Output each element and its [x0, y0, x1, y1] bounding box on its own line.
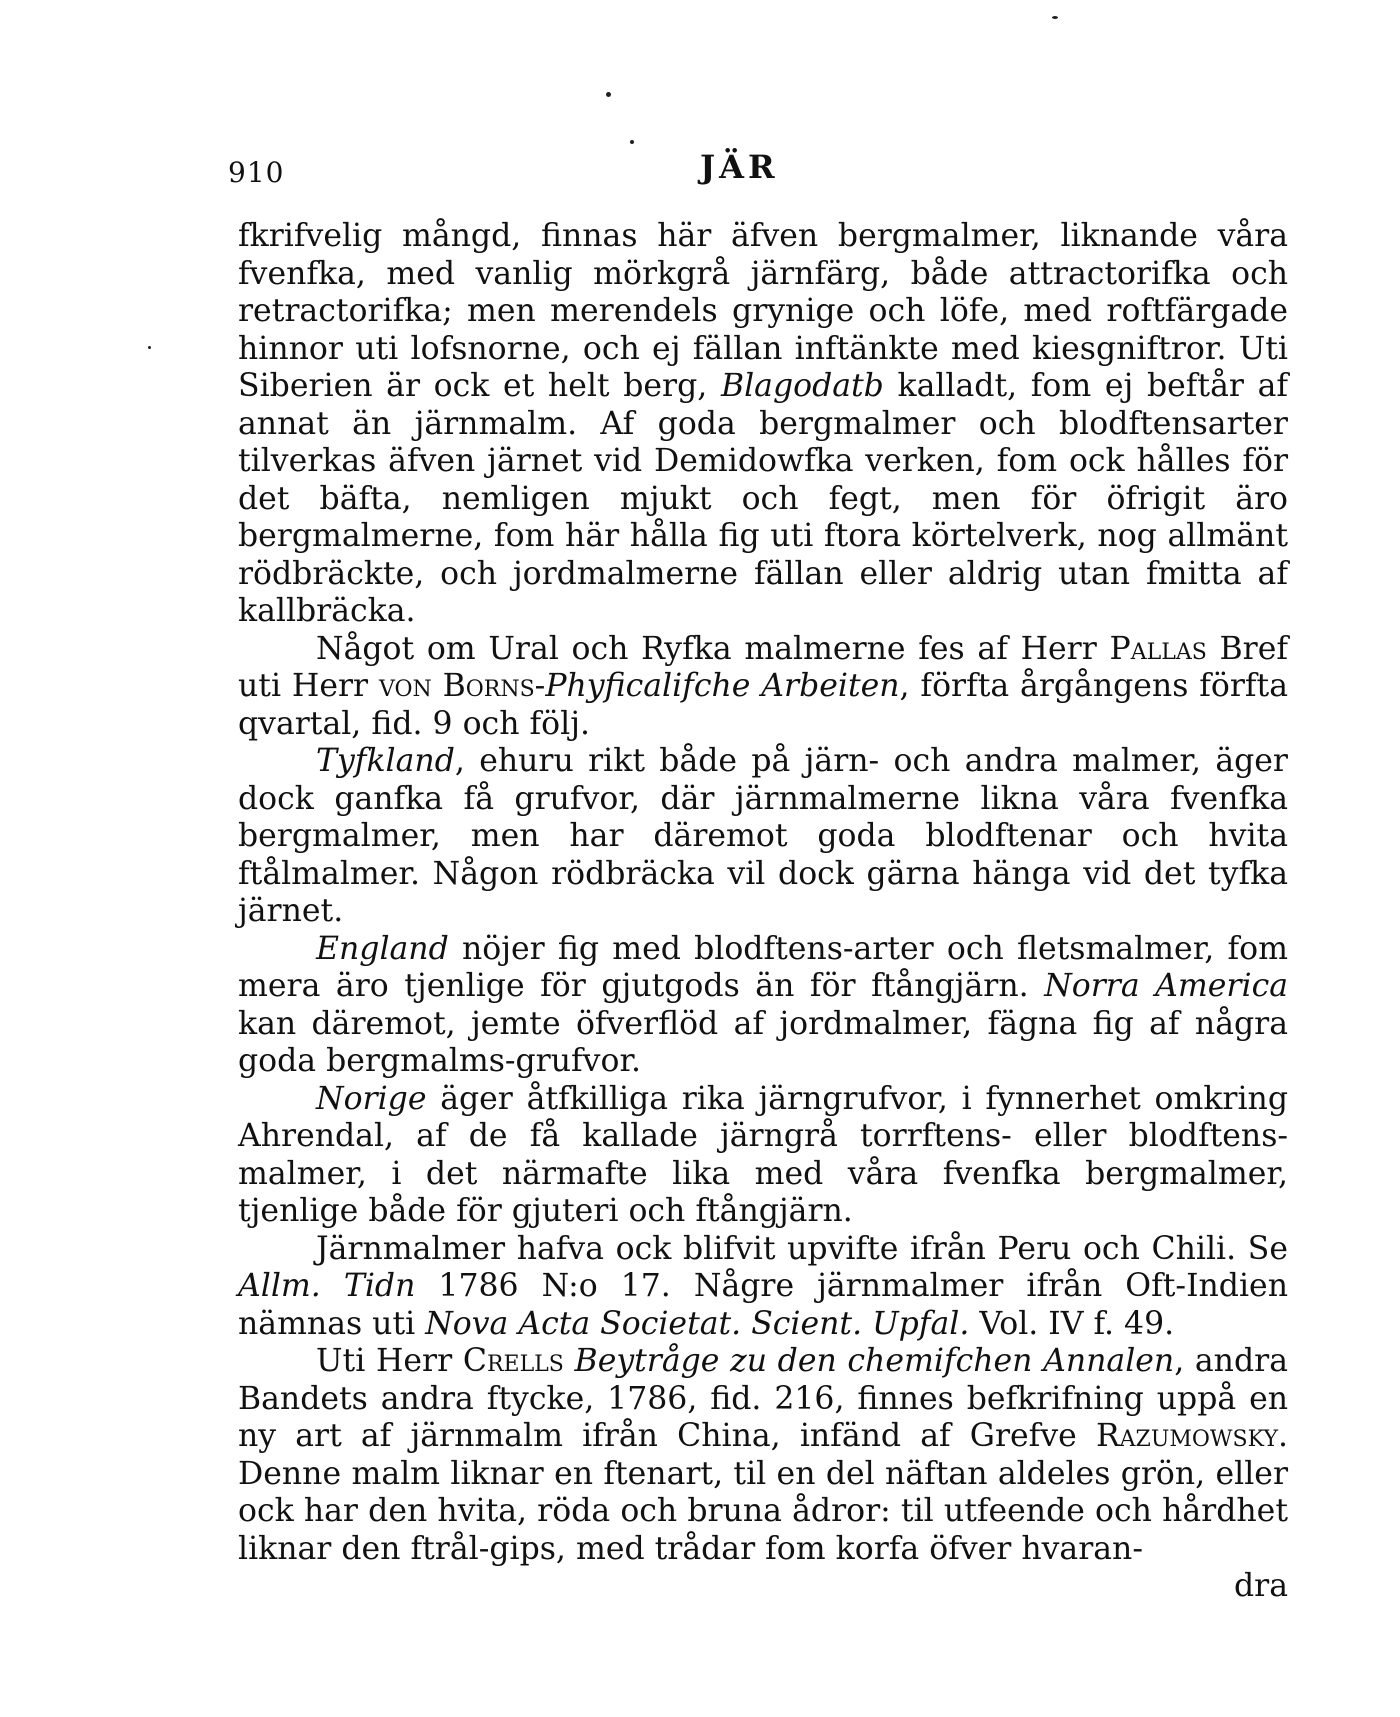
running-head: JÄR — [700, 148, 779, 186]
print-speck — [1052, 16, 1058, 19]
text-segment: Bref uti Herr — [238, 630, 1288, 704]
catchword: dra — [1233, 1568, 1288, 1604]
author-name-smallcaps: von Borns — [378, 668, 535, 704]
text-segment: , förfta årgångens förfta qvartal, fid. 9 och följ. — [238, 668, 1288, 742]
text-segment: , andra Bandets andra ftycke, 1786, fid. 216, finnes befkrifning uppå en ny art af järnmalm ifrån China, infänd af Grefve — [238, 1343, 1288, 1454]
text-segment: . Denne malm liknar en ftenart, til en del näftan aldeles grön, eller ock har den hvita, röda och bruna ådror: til utfeende och hårdhet liknar den ftrål-gips, med trådar fom korfa öfver hvaran- — [238, 1418, 1288, 1567]
author-name-smallcaps: Pallas — [1109, 630, 1207, 667]
place-name-italic: Blagodatb — [720, 368, 884, 404]
page-number: 910 — [228, 156, 285, 189]
text-segment: Vol. IV f. 49. — [969, 1305, 1175, 1342]
paragraph-3 — [238, 743, 1288, 931]
text-segment: - — [534, 668, 546, 704]
text-segment: kalladt, fom ej beftår af annat än järnmalm. Af goda bergmalmer och blodftensarter tilverkas äfven järnet vid Demidowfka verken, fom ock hålles för det bäfta, nemligen mjukt och fegt, men för öfrigit äro bergmalmerne, fom här hålla fig uti ftora körtelverk, nog allmänt rödbräckte, och jordmalmerne fällan eller aldrig utan fmitta af kallbräcka. — [238, 368, 1289, 629]
body-text — [238, 218, 1288, 1606]
text-segment: fkrifvelig mångd, finnas här äfven bergmalmer, liknande våra fvenfka, med vanlig mörkgrå järnfärg, både attractorifka och retractorifka; men merendels grynige och löfe, med roftfärgade hinnor uti lofsnorne, och ej fällan inftänkte med kiesgniftror. Uti Siberien är ock et helt berg, — [238, 218, 1288, 404]
text-segment: , ehuru rikt både på järn- och andra malmer, äger dock ganfka få grufvor, där järnmalmerne likna våra fvenfka bergmalmer, men har däremot goda blodftenar och hvita ftålmalmer. Någon rödbräcka vil dock gärna hänga vid det tyfka järnet. — [238, 743, 1288, 929]
journal-title-italic: Nova Acta Societat. Scient. Upfal. — [425, 1305, 970, 1342]
paragraph-4 — [238, 931, 1288, 1081]
person-name-smallcaps: Razumowsky — [1095, 1418, 1278, 1454]
country-name-italic: Norige — [316, 1080, 427, 1117]
print-speck — [606, 92, 611, 97]
text-segment: nöjer fig med blodftens-arter och fletsmalmer, fom mera äro tjenlige för gjutgods än för ftångjärn. — [238, 930, 1288, 1004]
country-name-italic: Tyfkland — [316, 743, 455, 779]
text-segment: Järnmalmer hafva ock blifvit upvifte ifrån Peru och Chili. Se — [316, 1230, 1288, 1267]
country-name-italic: England — [316, 930, 449, 967]
author-name-smallcaps: Crells — [462, 1343, 564, 1379]
journal-title-italic: Beytråge zu den chemifchen Annalen — [574, 1343, 1175, 1379]
print-speck — [630, 140, 634, 144]
paragraph-2 — [238, 631, 1288, 744]
text-segment: äger åtfkilliga rika järngrufvor, i fynnerhet omkring Ahrendal, af de få kallade järngrå torrftens- eller blodftens-malmer, i det närmafte lika med våra fvenfka bergmalmer, tjenlige både för gjuteri och ftångjärn. — [238, 1080, 1288, 1229]
journal-title-italic: Allm. Tidn — [238, 1268, 416, 1304]
text-segment: Uti Herr — [316, 1343, 463, 1379]
paragraph-5 — [238, 1081, 1288, 1231]
print-speck — [148, 346, 151, 349]
paragraph-6 — [238, 1231, 1288, 1344]
text-segment — [564, 1343, 575, 1379]
text-segment: kan däremot, jemte öfverflöd af jordmalmer, fägna fig af några goda bergmalms-grufvor. — [238, 1005, 1288, 1079]
text-segment: Något om Ural och Ryfka malmerne fes af Herr — [316, 630, 1110, 667]
paragraph-7 — [238, 1343, 1288, 1568]
paragraph-1 — [238, 218, 1288, 631]
text-segment: 1786 N:o 17. Någre järnmalmer ifrån Oft-Indien nämnas uti — [238, 1268, 1288, 1342]
book-title-italic: Phyficalifche Arbeiten — [545, 668, 900, 704]
country-name-italic: Norra America — [1044, 968, 1288, 1004]
